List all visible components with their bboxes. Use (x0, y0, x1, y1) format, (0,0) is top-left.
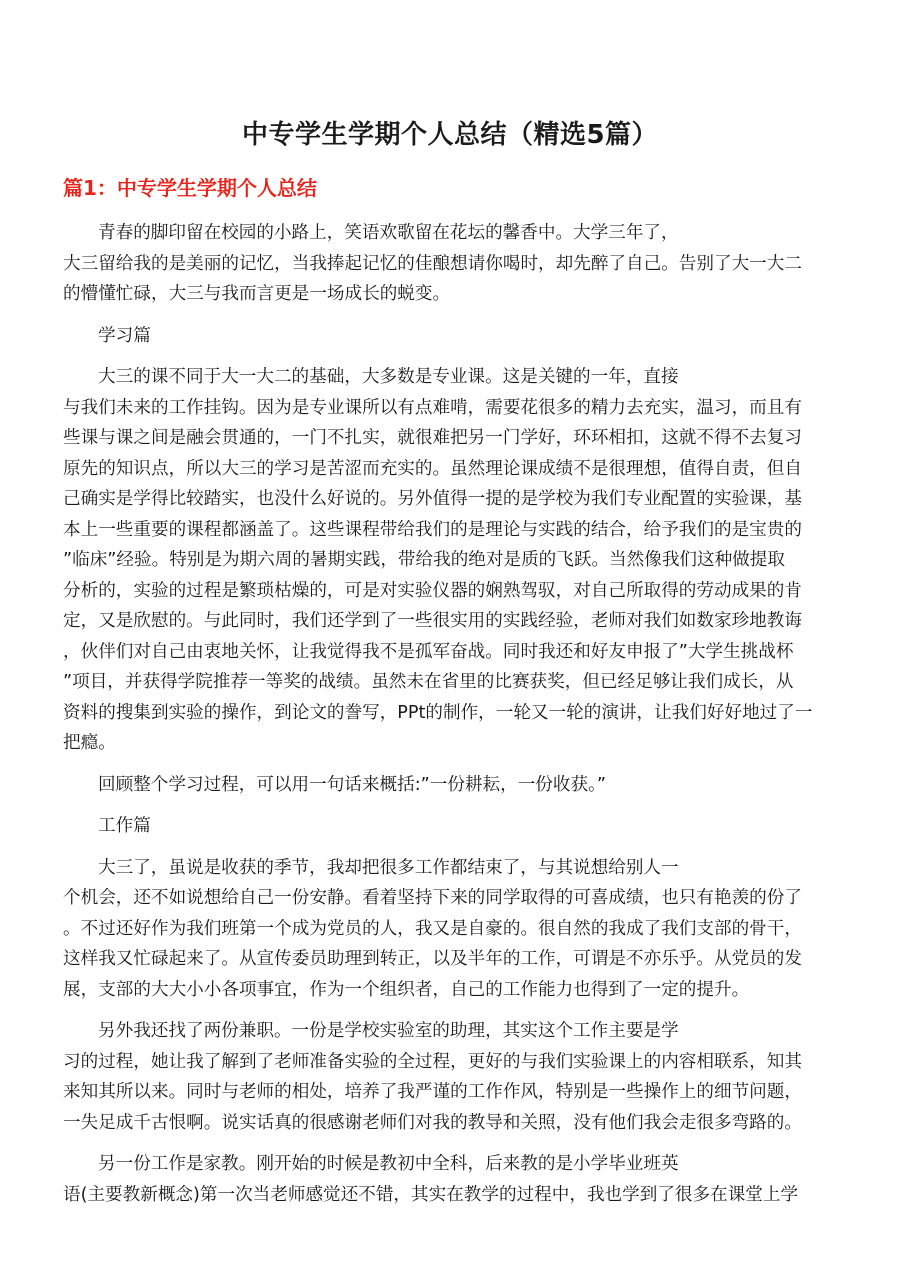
paragraph-line: 一失足成千古恨啊。说实话真的很感谢老师们对我的教导和关照，没有他们我会走很多弯路的。 (63, 1112, 802, 1133)
paragraph-line: 定，又是欣慰的。与此同时，我们还学到了一些很实用的实践经验，老师对我们如数家珍地教诲 (63, 611, 802, 631)
paragraph (63, 853, 838, 1006)
paragraph (63, 1016, 838, 1138)
paragraph-line: 本上一些重要的课程都涵盖了。这些课程带给我们的是理论与实践的结合，给予我们的是宝贵的 (63, 519, 802, 540)
paragraph-line: 分析的，实验的过程是繁琐枯燥的，可是对实验仪器的娴熟驾驭，对自己所取得的劳动成果的肯 (63, 580, 802, 601)
paragraph (63, 1149, 838, 1210)
paragraph-line: 另一份工作是家教。刚开始的时候是教初中全科，后来教的是小学毕业班英 (98, 1154, 679, 1174)
paragraph-line: 原先的知识点，所以大三的学习是苦涩而充实的。虽然理论课成绩不是很理想，值得自责，但自 (63, 458, 802, 479)
paragraph (63, 770, 838, 801)
paragraph-line: 己确实是学得比较踏实，也没什么好说的。另外值得一提的是学校为我们专业配置的实验课，基 (63, 489, 802, 509)
paragraph-line: 把瘾。 (63, 733, 116, 753)
paragraph-line: 大三的课不同于大一大二的基础，大多数是专业课。这是关键的一年，直接 (98, 367, 679, 387)
document-title: 中专学生学期个人总结（精选5篇） (241, 120, 659, 150)
subsection-title: 学习篇 (98, 325, 151, 346)
paragraph-line: 的懵懂忙碌，大三与我而言更是一场成长的蜕变。 (63, 284, 451, 304)
paragraph (63, 218, 838, 310)
paragraph-line: 与我们未来的工作挂钩。因为是专业课所以有点难啃，需要花很多的精力去充实，温习，而且有 (63, 397, 802, 418)
paragraph-line: 回顾整个学习过程，可以用一句话来概括:”一份耕耘，一份收获。” (98, 774, 606, 795)
paragraph-line: ”项目，并获得学院推荐一等奖的战绩。虽然未在省里的比赛获奖，但已经足够让我们成长，从 (63, 672, 794, 692)
paragraph-line: 个机会，还不如说想给自己一份安静。看着坚持下来的同学取得的可喜成绩，也只有艳羡的份了 (63, 888, 802, 908)
paragraph-line: 展，支部的大大小小各项事宜，作为一个组织者，自己的工作能力也得到了一定的提升。 (63, 979, 750, 1000)
paragraph-line: 来知其所以来。同时与老师的相处，培养了我严谨的工作作风，特别是一些操作上的细节问题， (63, 1082, 802, 1102)
paragraph-line: ”临床”经验。特别是为期六周的暑期实践，带给我的绝对是质的飞跃。当然像我们这种做提取 (63, 550, 785, 570)
paragraph (63, 362, 838, 759)
paragraph-line: ，伙伴们对自己由衷地关怀，让我觉得我不是孤军奋战。同时我还和好友申报了”大学生挑战杯 (63, 641, 794, 662)
paragraph-line: 资料的搜集到实验的操作，到论文的誊写，PPt的制作，一轮又一轮的演讲，让我们好好地过了一 (63, 702, 813, 723)
paragraph-line: 习的过程，她让我了解到了老师准备实验的全过程，更好的与我们实验课上的内容相联系，知其 (63, 1051, 802, 1072)
paragraph-line: 大三留给我的是美丽的记忆，当我捧起记忆的佳酿想请你喝时，却先醉了自己。告别了大一大二 (63, 253, 802, 274)
paragraph-line: 另外我还找了两份兼职。一份是学校实验室的助理，其实这个工作主要是学 (98, 1021, 679, 1041)
section-heading: 篇1：中专学生学期个人总结 (63, 176, 317, 200)
paragraph-line: 语(主要教新概念)第一次当老师感觉还不错，其实在教学的过程中，我也学到了很多在课堂上学 (63, 1184, 799, 1205)
subsection-title: 工作篇 (98, 816, 151, 836)
paragraph-line: 大三了，虽说是收获的季节，我却把很多工作都结束了，与其说想给别人一 (98, 857, 679, 878)
paragraph-line: 些课与课之间是融会贯通的，一门不扎实，就很难把另一门学好，环环相扣，这就不得不去复习 (63, 428, 802, 448)
paragraph-line: 。不过还好作为我们班第一个成为党员的人，我又是自豪的。很自然的我成了我们支部的骨干， (63, 918, 802, 939)
document-body (63, 218, 838, 1221)
paragraph-line: 这样我又忙碌起来了。从宣传委员助理到转正，以及半年的工作，可谓是不亦乐乎。从党员的发 (63, 949, 802, 969)
paragraph-line: 青春的脚印留在校园的小路上，笑语欢歌留在花坛的馨香中。大学三年了， (98, 223, 679, 243)
